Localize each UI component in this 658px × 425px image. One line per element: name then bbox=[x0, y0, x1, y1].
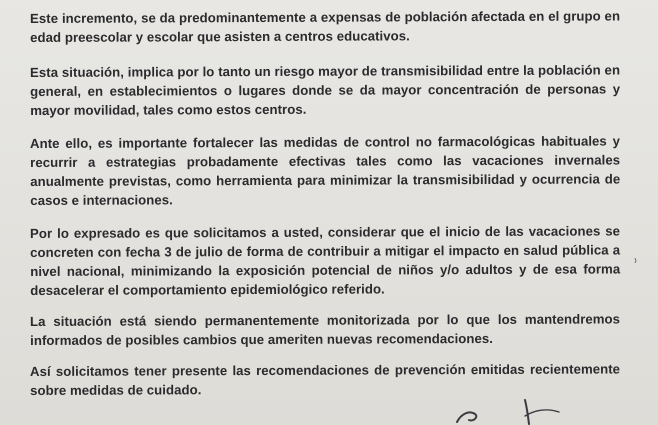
paragraph-6: Así solicitamos tener presente las recomendaciones de prevención emitidas recientemente sobre medidas de cuidado. bbox=[30, 361, 621, 398]
paragraph-5: La situación está siendo permanentemente monitorizada por lo que los mantendremos informados de posibles cambios que ameriten nuevas recomendaciones. bbox=[30, 311, 621, 348]
paragraph-4: Por lo expresado es que solicitamos a usted, considerar que el inicio de las vacaciones se concreten con fecha 3 de julio de forma de contribuir a mitigar el impacto en salud pública a nivel nacional, minimizando la exposición potencial de niños y/o adultos y de esa forma desacelerar el comportamiento epidemiológico referido. bbox=[30, 223, 621, 298]
paragraph-2: Esta situación, implica por lo tanto un riesgo mayor de transmisibilidad entre la población en general, en establecimientos o lugares donde se da mayor concentración de personas y mayor movilidad, tales como estos centros. bbox=[30, 62, 621, 118]
ink-speck-mark bbox=[634, 258, 638, 263]
paragraph-1: Este incremento, se da predominantemente a expensas de población afectada en el grupo en edad preescolar y escolar que asisten a centros educativos. bbox=[30, 8, 621, 45]
paragraph-3: Ante ello, es importante fortalecer las medidas de control no farmacológicas habituales y recurrir a estrategias probadamente efectivas tales como las vacaciones invernales anualmente previstas, como herramienta para minimizar la transmisibilidad y ocurrencia de casos e internaciones. bbox=[30, 133, 621, 208]
handwritten-signature bbox=[455, 398, 565, 425]
letter-body bbox=[30, 9, 620, 414]
